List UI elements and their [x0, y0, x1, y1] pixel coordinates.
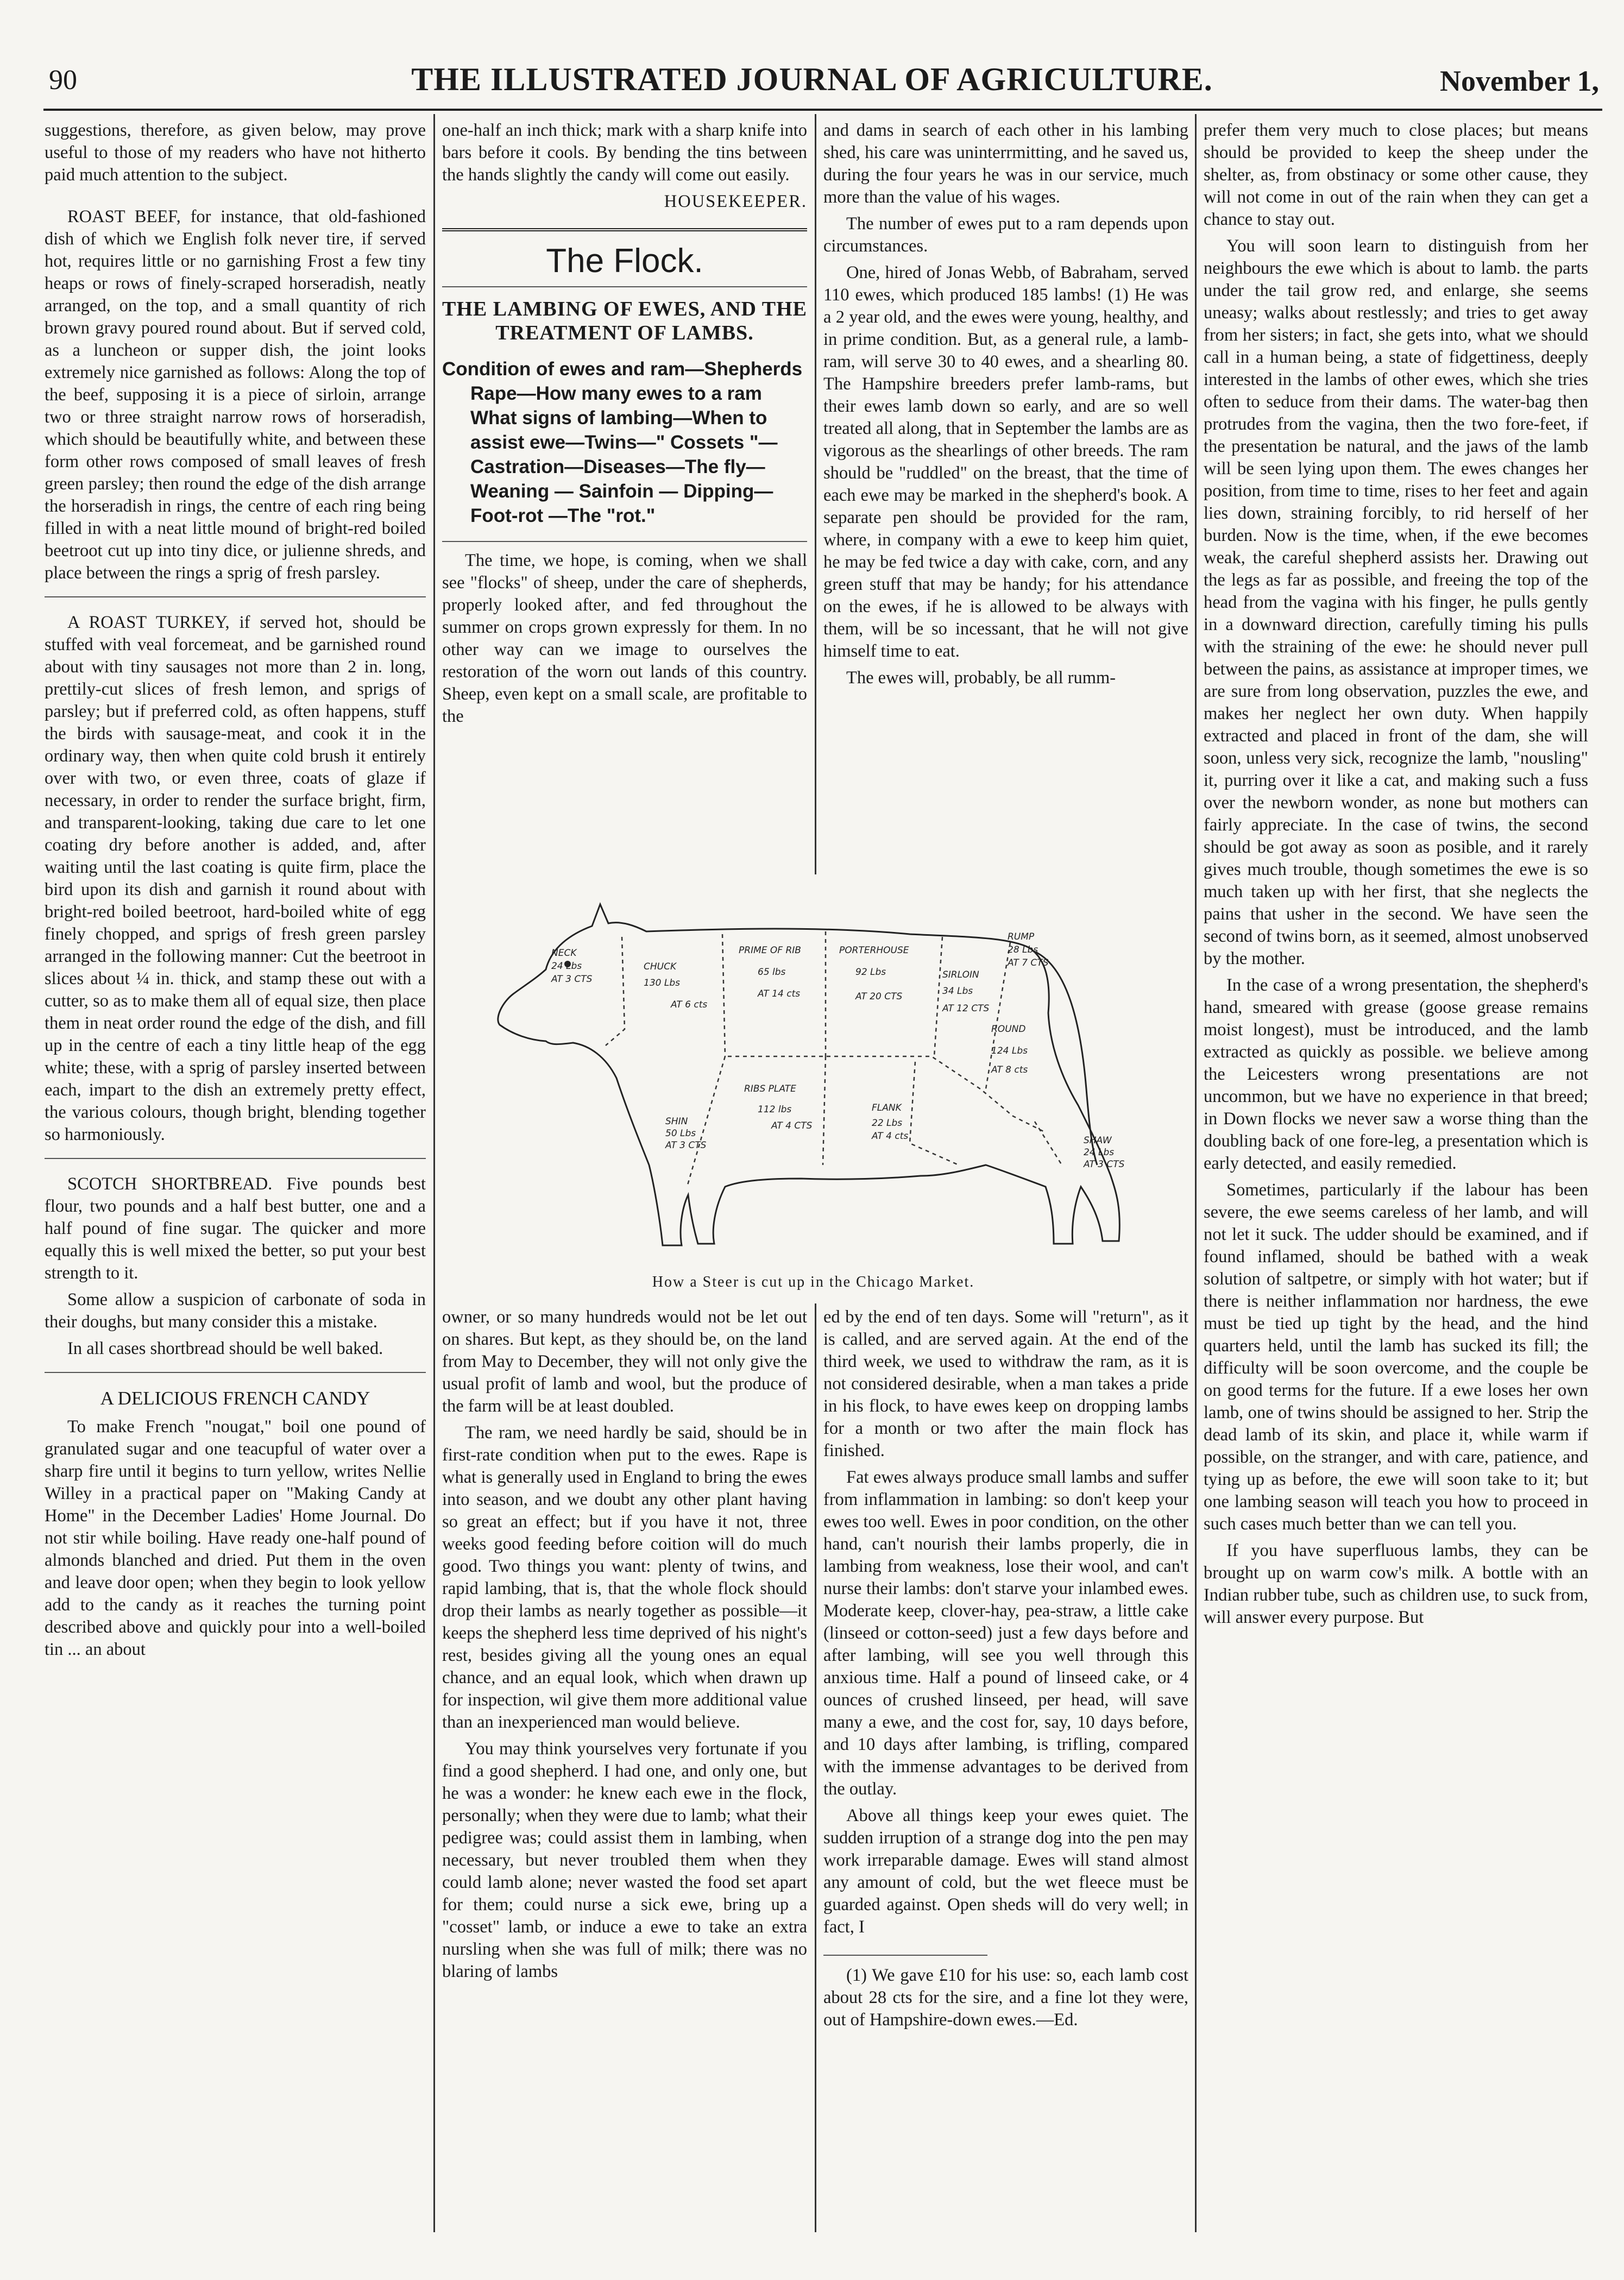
article-paragraph: Above all things keep your ewes quiet. The sudden irruption of a strange dog into the pen may work irreparable damage. Ewes will stand almost any amount of cold, but the wet fleece must be guarded against. Open sheds will do very well; in fact, I [823, 1806, 1188, 1937]
column-rule [815, 1303, 816, 2232]
cut-flank [871, 1103, 908, 1142]
cut-price: AT 12 CTS [942, 1003, 990, 1014]
cut-price: AT 6 cts [671, 999, 708, 1010]
column-3-bottom [823, 1306, 1188, 2273]
cut-price: AT 4 CTS [771, 1120, 813, 1131]
figure-caption: How a Steer is cut up in the Chicago Market. [652, 1274, 975, 1290]
cut-price: AT 20 CTS [855, 991, 903, 1002]
cut-name: SIRLOIN [942, 969, 979, 980]
article-paragraph: You may think yourselves very fortunate if you find a good shepherd. I had one, and only one, but he was a wonder: he knew each ewe in the flock, personally; when they were due to lamb; what their pedigree was; could assist them in lambing, when necessary, but never troubled them when they could lamb alone; never wasted the food set apart for them; could nurse a sick ewe, bring up a "cosset" lamb, or induce a ewe to take an extra nursling when she was full of milk; there was no blaring of lambs [442, 1739, 807, 1981]
column-1 [45, 119, 426, 2270]
article-paragraph: prefer them very much to close places; but means should be provided to keep the sheep under the shelter, as, from obstinacy or some other cause, they will not come in out of the rain when they can get a chance to stay out. [1204, 121, 1588, 229]
issue-date: November 1, [1440, 65, 1599, 97]
cut-round [991, 1024, 1028, 1075]
article-title: THE LAMBING OF EWES, AND THE TREATMENT OF LAMBS. [442, 298, 807, 344]
column-2-top [442, 119, 807, 874]
cut-porterhouse [839, 945, 909, 1002]
article-paragraph: One, hired of Jonas Webb, of Babraham, served 110 ewes, which produced 185 lambs! (1) He was a 2 year old, and the ewes were young, healthy, and in prime condition. But, as a general rule, a lamb-ram, will serve 30 to 40 ewes, and a shearling 80. The Hampshire breeders prefer lamb-rams, but their ewes lamb down so early, and are so well treated all along, that in September the lambs are as vigorous as the shearlings of other breeds. The ram should be "ruddled" on the breast, that the time of each ewe may be marked in the shepherd's book. A separate pen should be provided for the ram, where, in company with a ewe to keep him quiet, he may be fed twice a day with cake, corn, and any green stuff that may be handy; for his attendance on the ewes, if he is allowed to be always with them, will be so incessant, that he will not give himself time to eat. [823, 263, 1188, 661]
steer-diagram [443, 883, 1184, 1263]
footnote: (1) We gave £10 for his use: so, each lamb cost about 28 cts for the sire, and a fine lot they were, out of Hampshire-down ewes.—Ed. [823, 1966, 1188, 2030]
shortbread-note: Some allow a suspicion of carbonate of soda in their doughs, but many consider this a mistake. [45, 1290, 426, 1332]
roast-beef-paragraph: ROAST BEEF, for instance, that old-fashioned dish of which we English folk never tire, if served hot, requires little or no garnishing Frost a few tiny heaps or rows of finely-scraped horseradish, neatly arranged, on the top, and a small quantity of rich brown gravy poured round about. But if served cold, as a luncheon or supper dish, the joint looks extremely nice garnished as follows: Along the top of the beef, supposing it is a piece of sirloin, arrange two or three straight narrow rows of horseradish, which should be beautifully white, and between these form other rows composed of small leaves of fresh green parsley; then round the edge of the dish arrange the horseradish in rings, the centre of each ring being filled in with a neat little mound of bright-red boiled beetroot cut up into tiny dice, or julienne shreds, and place between the rings a sprig of fresh parsley. [45, 207, 426, 583]
article-deck: Condition of ewes and ram—Shepherds Rape—How many ewes to a ram What signs of lambing—When to assist ewe—Twins—" Cossets "—Castration—Diseases—The fly—Weaning — Sainfoin — Dipping—Foot-rot —The "rot." [442, 358, 803, 526]
cut-name: CHUCK [644, 961, 677, 972]
separator [442, 541, 807, 542]
cut-name: RIBS PLATE [744, 1084, 796, 1094]
shortbread-note: In all cases shortbread should be well baked. [67, 1339, 383, 1358]
cut-price: AT 4 cts [872, 1131, 909, 1142]
cut-ribs-plate [744, 1084, 813, 1131]
cut-weight: 24 Lbs [1084, 1147, 1115, 1158]
cut-price: AT 7 CTS [1008, 958, 1049, 968]
cut-weight: 28 Lbs [1008, 944, 1038, 955]
journal-title: THE ILLUSTRATED JOURNAL OF AGRICULTURE. [411, 61, 1213, 97]
article-paragraph: Sometimes, particularly if the labour has been severe, the ewe seems careless of her lamb, and will not let it suck. The udder should be examined, and if found inflamed, should be bathed with a weak solution of saltpetre, or simply with hot water; but if there is neither inflammation nor hardness, the ewe must be tied up tight by the head, and the hind quarters held, until the lamb has sucked its fill; the difficulty will be soon overcome, and the couple be on good terms for the future. If a ewe loses her own lamb, one of twins should be assigned to her. Strip the dead lamb of its skin, and place it, while warm if possible, on the stranger, and with care, patience, and tying up as before, the ewe will soon take to it; but one lambing season will teach you how to proceed in such cases much better than we can tell you. [1204, 1180, 1588, 1534]
cut-neck [551, 948, 593, 985]
cut-price: AT 3 CTS [1084, 1159, 1125, 1170]
cut-weight: 65 lbs [758, 967, 786, 978]
column-3-top [823, 119, 1188, 874]
cut-name: SHAW [1084, 1135, 1112, 1146]
cut-weight: 22 Lbs [872, 1118, 903, 1129]
separator [45, 596, 426, 597]
cut-prime-rib [739, 945, 801, 999]
cut-price: AT 3 CTS [551, 974, 593, 985]
signature: HOUSEKEEPER. [664, 192, 807, 211]
cut-name: PORTERHOUSE [839, 945, 909, 956]
cut-shaw [1083, 1135, 1125, 1170]
article-paragraph: In the case of a wrong presentation, the shepherd's hand, smeared with grease (goose grease remains moist longest), must be introduced, and the lamb extracted as quickly as possible. we believe among the Leicesters wrong presentations are not uncommon, but we have no experience in that breed; in Down flocks we never saw a worse thing than the doubling back of one fore-leg, a presentation which is early detected, and easily remedied. [1204, 975, 1588, 1173]
cut-name: RUMP [1008, 931, 1035, 942]
column-4 [1204, 119, 1588, 2270]
cut-price: AT 3 CTS [665, 1140, 707, 1151]
article-paragraph: The ram, we need hardly be said, should be in first-rate condition when put to the ewes. Rape is what is generally used in England to bring the ewes into season, and we doubt any other plant having so great an effect; but if you have it not, three weeks good feeding before coition will do much good. Two things you want: plenty of twins, and rapid lambing, that is, that the whole flock should drop their lambs as nearly together as possible—it keeps the shepherd less time deprived of his night's rest, besides giving all the young ones an equal chance, and an equal look, which when drawn up for inspection, wil give them more additional value than an inexperienced man would believe. [442, 1423, 807, 1732]
cut-rump [1007, 931, 1049, 968]
article-paragraph: ed by the end of ten days. Some will "return", as it is called, and are served again. At the end of the third week, we used to withdraw the ram, as it is not considered desirable, when a man takes a pride in his flock, to have ewes keep on dropping lambs for a month or two after the main flock has finished. [823, 1307, 1188, 1460]
cut-name: NECK [551, 948, 577, 959]
column-rule [1195, 114, 1197, 2232]
separator [45, 1158, 426, 1159]
separator [442, 228, 807, 231]
steer-cuts-figure [443, 883, 1184, 1300]
page-number: 90 [49, 65, 77, 96]
cut-name: FLANK [872, 1103, 902, 1113]
cut-weight: 24 Lbs [551, 961, 582, 972]
section-title: The Flock. [546, 242, 703, 280]
article-paragraph: The time, we hope, is coming, when we shall see "flocks" of sheep, under the care of shepherds, properly looked after, and fed throughout the summer on crops grown expressly for them. In no other way can we image to ourselves the restoration of the worn out lands of this country. Sheep, even kept on a small scale, are profitable to the [442, 551, 807, 726]
cut-weight: 50 Lbs [665, 1128, 696, 1139]
cut-name: PRIME OF RIB [739, 945, 801, 956]
article-paragraph: You will soon learn to distinguish from her neighbours the ewe which is about to lamb. the parts under the tail grow red, and enlarge, she seems uneasy; walks about restlessly; and tries to get away from her sisters; in fact, she gets into, what we should call in a human being, a state of fidgettiness, deeply interested in the lambs of other ewes, which she tries often to seduce from their dams. The water-bag then protrudes from the vagina, then the two fore-feet, if the presentation be natural, and the jaws of the lamb will be seen lying upon them. The ewes changes her position, from time to time, rises to her feet and again lies down, straining forcibly, to rid herself of her burden. Now is the time, when, if the ewe becomes weak, the careful shepherd assists her. Drawing out the legs as far as possible, and freeing the top of the head from the vagina with his finger, he pulls gently in a downward direction, carefully timing his pulls with the straining of the ewe: he should never pull between the pains, as assistance at improper times, we are sure from long observation, puzzles the ewe, and makes her neglect her own duty. When happily extracted and placed in front of the dam, she will soon, unless very sick, recognize the lamb, "nousling" it, purring over it like a cat, and making such a fuss over the newborn wonder, as none but mothers can fairly appreciate. In the case of twins, the second should be got away as soon as posible, and it rarely gives much trouble, though sometimes the ewe is so much taken up with her first, that she neglects the pains that usher in the second. We have seen the second of twins born, as it seemed, almost unobserved by the mother. [1204, 236, 1588, 968]
cut-weight: 112 lbs [758, 1104, 792, 1115]
separator [442, 286, 807, 287]
candy-continued: one-half an inch thick; mark with a sharp knife into bars before it cools. By bending the tins between the hands slightly the candy will come out easily. [442, 121, 807, 185]
column-2-bottom [442, 1306, 807, 2273]
cut-name: SHIN [665, 1116, 688, 1127]
cut-chuck [644, 961, 707, 1010]
steer-tail [1032, 950, 1097, 1165]
article-paragraph: The ewes will, probably, be all rumm- [846, 668, 1116, 688]
cut-weight: 130 Lbs [644, 978, 680, 988]
cut-weight: 124 Lbs [991, 1045, 1028, 1056]
article-paragraph: If you have superfluous lambs, they can be brought up on warm cow's milk. A bottle with an Indian rubber tube, such as children use, to suck from, will answer every purpose. But [1204, 1541, 1588, 1627]
article-paragraph: The number of ewes put to a ram depends upon circumstances. [823, 214, 1188, 256]
shortbread-paragraph: SCOTCH SHORTBREAD. Five pounds best flour, two pounds and a half best butter, one and a half pound of fine sugar. The quicker and more equally this is well mixed the better, so put your best strength to it. [45, 1174, 426, 1283]
header-rule [43, 109, 1602, 111]
candy-paragraph: To make French "nougat," boil one pound of granulated sugar and one teacupful of water over a sharp fire until it begins to turn yellow, writes Nellie Willey in a practical paper on "Making Candy at Home" in the December Ladies' Home Journal. Do not stir while boiling. Have ready one-half pound of almonds blanched and dried. Put them in the oven and leave door open; when they begin to look yellow add to the candy as it reaches the turning point described above and quickly pour into a well-boiled tin ... an about [45, 1417, 426, 1659]
cut-weight: 92 Lbs [855, 967, 886, 978]
separator [45, 1372, 426, 1373]
column-rule [433, 114, 435, 2232]
footnote-rule [823, 1955, 987, 1956]
cut-name: ROUND [991, 1024, 1026, 1035]
cut-sirloin [942, 969, 989, 1014]
cut-shin [665, 1116, 707, 1151]
article-paragraph: Fat ewes always produce small lambs and suffer from inflammation in lambing: so don't keep your ewes too well. Ewes in poor condition, on the other hand, can't nourish their lambs properly, die in lambing from weakness, lose their wool, and can't nurse their lambs: don't starve your inlambed ewes. Moderate keep, clover-hay, pea-straw, a little cake (linseed or cotton-seed) just a few days before and after lambing, will see you well through this anxious time. Half a pound of linseed cake, or 4 ounces of crushed linseed, per head, will save many a ewe, and the cost for, say, 10 days before, and 10 days after lambing, is trifling, compared with the immense advantages to be derived from the outlay. [823, 1467, 1188, 1799]
intro-paragraph: suggestions, therefore, as given below, may prove useful to those of my readers who have not hitherto paid much attention to the subject. [45, 121, 426, 185]
cut-price: AT 8 cts [991, 1065, 1028, 1075]
cut-price: AT 14 cts [758, 988, 801, 999]
roast-turkey-paragraph: A ROAST TURKEY, if served hot, should be stuffed with veal forcemeat, and be garnished round about with tiny sausages not more than 2 in. long, prettily-cut slices of fresh lemon, and sprigs of parsley; but if preferred cold, as often happens, stuff the birds with sausage-meat, and cook it in the ordinary way, then when quite cold brush it entirely over with two, or even three, coats of glaze if necessary, in order to render the surface bright, firm, and transparent-looking, taking due care to let one coating dry before another is added, and, after waiting until the last coating is quite firm, place the bird upon its dish and garnish it round about with bright-red boiled beetroot, hard-boiled white of egg finely chopped, and sprigs of fresh green parsley arranged in the following manner: Cut the beetroot in slices about ¼ in. thick, and stamp these out with a cutter, so as to make them all of equal size, then place them in neat order round the edge of the dish, and fill up in the centre of each a tiny little heap of the egg white; these, with a sprig of parsley inserted between each, impart to the dish an extremely pretty effect, the various colours, though bright, blending together so harmoniously. [45, 613, 426, 1144]
cut-weight: 34 Lbs [942, 986, 973, 997]
candy-heading: A DELICIOUS FRENCH CANDY [100, 1388, 370, 1409]
article-paragraph: owner, or so many hundreds would not be let out on shares. But kept, as they should be, on the land from May to December, they will not only give the usual profit of lamb and wool, but the produce of the farm will be at least doubled. [442, 1307, 807, 1416]
column-rule [815, 114, 816, 874]
article-paragraph: and dams in search of each other in his lambing shed, his care was uninterrmitting, and he saved us, during the four years he was in our service, much more than the value of his wages. [823, 121, 1188, 207]
